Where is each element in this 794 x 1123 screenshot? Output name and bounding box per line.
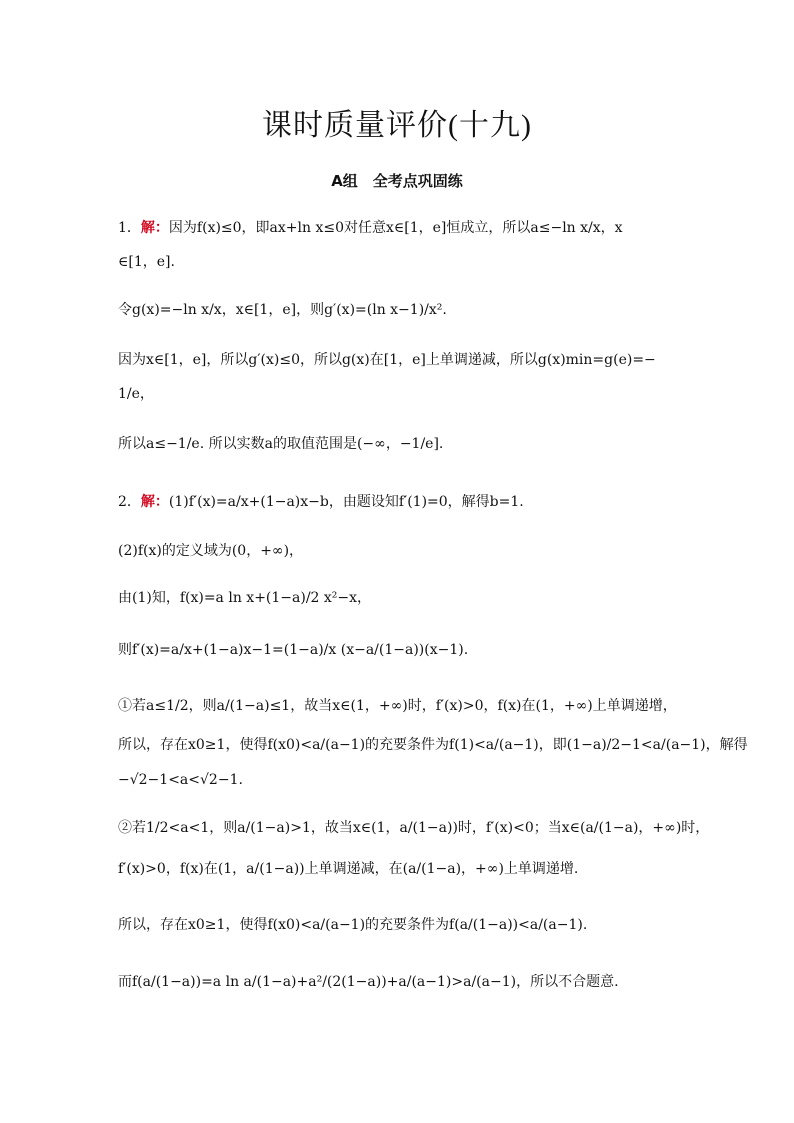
q2-text-1: (1)f′(x)=a/x+(1−a)x−b，由题设知f′(1)=0，解得b=1.	[168, 494, 524, 510]
q1-line-4: 因为x∈[1，e]，所以g′(x)≤0，所以g(x)在[1，e]上单调递减，所以g(x)min=g(e)=−	[118, 352, 656, 368]
q2-line-2: (2)f(x)的定义域为(0，+∞)，	[118, 543, 304, 559]
q2-line-3: 由(1)知，f(x)=a ln x+(1−a)/2 x²−x，	[118, 590, 372, 606]
q2-line-7: −√2−1<a<√2−1.	[118, 772, 243, 788]
q1-line-6: 所以a≤−1/e. 所以实数a的取值范围是(−∞，−1/e].	[118, 436, 444, 452]
q1-line-2: ∈[1，e].	[118, 254, 175, 270]
q2-line-5: ①若a≤1/2，则a/(1−a)≤1，故当x∈(1，+∞)时，f′(x)>0，f(x)在(1，+∞)上单调递增，	[118, 698, 677, 714]
q2-line-4: 则f′(x)=a/x+(1−a)x−1=(1−a)/x (x−a/(1−a))(x−1).	[118, 642, 469, 658]
q2-line-9: f′(x)>0，f(x)在(1，a/(1−a))上单调递减，在(a/(1−a)，+∞)上单调递增.	[118, 861, 579, 877]
q2-line-10: 所以，存在x0≥1，使得f(x0)<a/(a−1)的充要条件为f(a/(1−a))<a/(a−1).	[118, 917, 588, 933]
q2-solve-label: 解：	[140, 494, 169, 510]
section-heading: A组 全考点巩固练	[331, 172, 463, 190]
q2-line-11: 而f(a/(1−a))=a ln a/(1−a)+a²/(2(1−a))+a/(a−1)>a/(a−1)，所以不合题意.	[118, 974, 619, 990]
q2-line-6: 所以，存在x0≥1，使得f(x0)<a/(a−1)的充要条件为f(1)<a/(a−1)，即(1−a)/2−1<a/(a−1)，解得	[118, 737, 748, 753]
q1-line-3: 令g(x)=−ln x/x，x∈[1，e]，则g′(x)=(ln x−1)/x².	[118, 302, 447, 318]
q2-line-1	[118, 492, 678, 512]
q2-number: 2．	[118, 494, 141, 510]
page-title: 课时质量评价(十九)	[262, 109, 532, 142]
q1-text-1: 因为f(x)≤0，即ax+ln x≤0对任意x∈[1，e]恒成立，所以a≤−ln x/x，x	[168, 220, 623, 236]
q1-line-5: 1/e，	[118, 386, 154, 402]
q2-line-8: ②若1/2<a<1，则a/(1−a)>1，故当x∈(1，a/(1−a))时，f′(x)<0；当x∈(a/(1−a)，+∞)时，	[118, 820, 710, 836]
q1-line-1	[118, 218, 678, 238]
q1-solve-label: 解：	[140, 220, 169, 236]
q1-number: 1．	[118, 220, 141, 236]
